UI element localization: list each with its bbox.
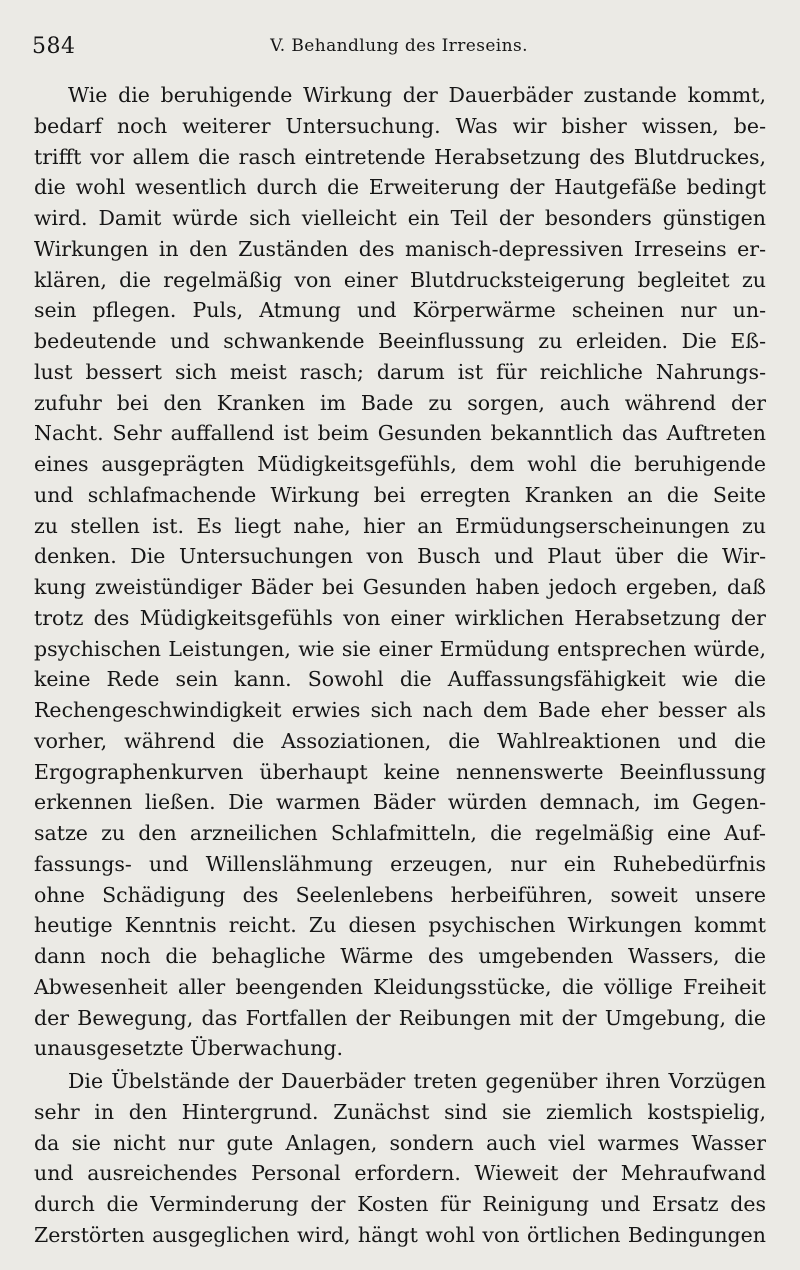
text-line: vorher, während die Assoziationen, die Wahlreaktionen und die	[34, 728, 766, 753]
text-line: der Bewegung, das Fortfallen der Reibungen mit der Umgebung, die	[34, 1005, 766, 1030]
text-line: bedarf noch weiterer Untersuchung. Was wir bisher wissen, be-	[34, 113, 766, 138]
text-line: fassungs- und Willenslähmung erzeugen, nur ein Ruhebedürfnis	[34, 851, 766, 876]
text-line: Wie die beruhigende Wirkung der Dauerbäder zustande kommt,	[68, 83, 766, 107]
text-line: trifft vor allem die rasch eintretende Herabsetzung des Blutdruckes,	[34, 144, 766, 169]
text-line: eines ausgeprägten Müdigkeitsgefühls, dem wohl die beruhigende	[34, 452, 766, 476]
text-line: und ausreichendes Personal erfordern. Wieweit der Mehraufwand	[34, 1161, 766, 1186]
body-text	[34, 80, 766, 1251]
text-line: ohne Schädigung des Seelenlebens herbeiführen, soweit unsere	[34, 882, 766, 907]
text-line: Wirkungen in den Zuständen des manisch-depressiven Irreseins er-	[34, 236, 766, 261]
text-line: da sie nicht nur gute Anlagen, sondern auch viel warmes Wasser	[34, 1130, 766, 1155]
text-line: die wohl wesentlich durch die Erweiterung der Hautgefäße bedingt	[34, 175, 766, 200]
text-line: keine Rede sein kann. Sowohl die Auffassungsfähigkeit wie die	[34, 667, 766, 692]
page-header	[32, 34, 766, 64]
text-line: satze zu den arzneilichen Schlafmitteln, die regelmäßig eine Auf-	[34, 821, 766, 845]
text-line: trotz des Müdigkeitsgefühls von einer wirklichen Herabsetzung der	[34, 605, 766, 630]
text-line: zufuhr bei den Kranken im Bade zu sorgen, auch während der	[34, 390, 766, 415]
text-line: erkennen ließen. Die warmen Bäder würden demnach, im Gegen-	[34, 790, 766, 815]
text-line: heutige Kenntnis reicht. Zu diesen psychischen Wirkungen kommt	[34, 913, 766, 938]
text-line: wird. Damit würde sich vielleicht ein Teil der besonders günstigen	[34, 206, 766, 230]
text-line: kung zweistündiger Bäder bei Gesunden haben jedoch ergeben, daß	[34, 575, 766, 599]
text-line: sehr in den Hintergrund. Zunächst sind sie ziemlich kostspielig,	[34, 1099, 766, 1124]
page-number: 584	[32, 34, 76, 59]
text-line: Die Übelstände der Dauerbäder treten gegenüber ihren Vorzügen	[68, 1069, 766, 1093]
text-line: Zerstörten ausgeglichen wird, hängt wohl von örtlichen Bedingungen	[34, 1222, 766, 1247]
text-line: Abwesenheit aller beengenden Kleidungsstücke, die völlige Freiheit	[34, 974, 766, 999]
text-line: zu stellen ist. Es liegt nahe, hier an Ermüdungserscheinungen zu	[34, 513, 766, 538]
text-line: lust bessert sich meist rasch; darum ist für reichliche Nahrungs-	[34, 359, 766, 384]
text-line: und schlafmachende Wirkung bei erregten Kranken an die Seite	[34, 482, 766, 507]
text-line: sein pflegen. Puls, Atmung und Körperwärme scheinen nur un-	[34, 298, 766, 323]
text-line: Nacht. Sehr auffallend ist beim Gesunden bekanntlich das Auftreten	[34, 421, 766, 446]
text-line: Rechengeschwindigkeit erwies sich nach dem Bade eher besser als	[34, 698, 766, 722]
paragraph	[34, 1066, 766, 1251]
text-line: Ergographenkurven überhaupt keine nennenswerte Beeinflussung	[34, 759, 766, 784]
text-line: dann noch die behagliche Wärme des umgebenden Wassers, die	[34, 944, 766, 968]
text-line: durch die Verminderung der Kosten für Reinigung und Ersatz des	[34, 1192, 766, 1216]
paragraph	[34, 80, 766, 1064]
text-line: psychischen Leistungen, wie sie einer Ermüdung entsprechen würde,	[34, 636, 766, 661]
text-line: unausgesetzte Überwachung.	[34, 1036, 344, 1061]
text-line: denken. Die Untersuchungen von Busch und Plaut über die Wir-	[34, 544, 766, 569]
text-line: klären, die regelmäßig von einer Blutdrucksteigerung begleitet zu	[34, 267, 766, 292]
text-line: bedeutende und schwankende Beeinflussung zu erleiden. Die Eß-	[34, 329, 766, 353]
running-head: V. Behandlung des Irreseins.	[270, 36, 528, 56]
